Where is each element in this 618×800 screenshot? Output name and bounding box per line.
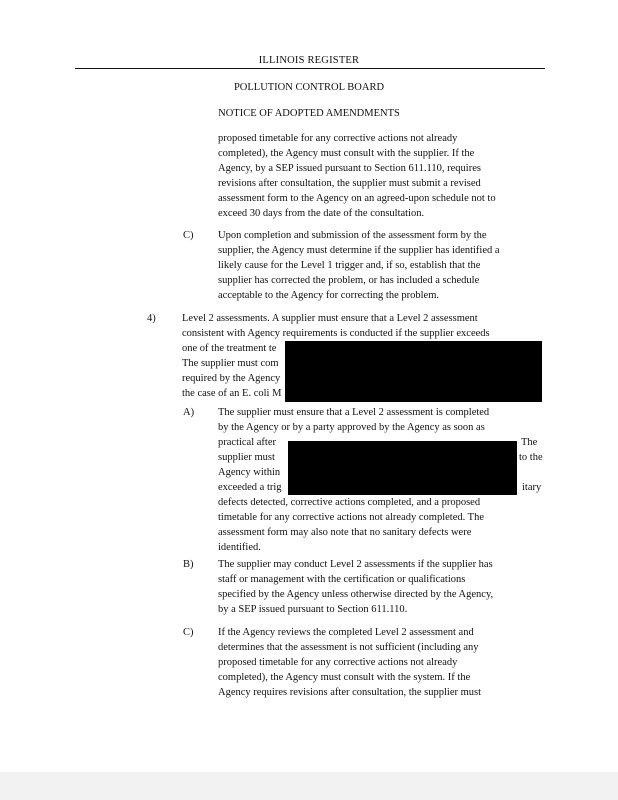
item-c2-text: If the Agency reviews the completed Level 2 assessment and determines that the assessment is not sufficient (including any proposed timetable for any corrective actions not already completed), the Agency must consult with the system. If the Agency requires revisions after consultation, the supplier must: [218, 627, 482, 699]
item-4-label: 4): [147, 313, 156, 324]
item-c2-label: C): [183, 627, 194, 638]
item-a-line4-end: to the: [519, 452, 543, 463]
item-a-line4: supplier must: [218, 452, 275, 463]
scan-bottom-edge: [0, 772, 618, 800]
item-4-line3: one of the treatment te: [182, 343, 277, 354]
item-a-line6: exceeded a trig: [218, 482, 282, 493]
item-a-line3: practical after: [218, 437, 276, 448]
board-name: POLLUTION CONTROL BOARD: [233, 82, 385, 93]
item-a-label: A): [183, 407, 195, 418]
redaction-block-1: [285, 341, 542, 402]
item-4-line1: Level 2 assessments. A supplier must ensure that a Level 2 assessment: [182, 313, 478, 324]
notice-title: NOTICE OF ADOPTED AMENDMENTS: [218, 108, 400, 119]
register-title: ILLINOIS REGISTER: [258, 55, 360, 66]
item-a-rest: defects detected, corrective actions completed, and a proposed timetable for any corrective actions not already completed. The assessment form may also note that no sanitary defects were identified.: [218, 497, 484, 554]
item-4-line4: The supplier must com: [182, 358, 279, 369]
item-a-line2: by the Agency or by a party approved by the Agency as soon as: [218, 422, 485, 433]
item-4-line6: the case of an E. coli M: [182, 388, 282, 399]
redaction-block-2: [288, 441, 517, 495]
continued-paragraph: proposed timetable for any corrective actions not already completed), the Agency must consult with the supplier. If the Agency, by a SEP issued pursuant to Section 611.110, requires revisions after consultation, the supplier must submit a revised assessment form to the Agency on an agreed-upon schedule not to exceed 30 days from the date of the consultation.: [218, 133, 496, 220]
item-c1-label: C): [183, 230, 194, 241]
item-b-label: B): [183, 559, 194, 570]
item-a-line3-end: The: [521, 437, 538, 448]
item-4-line2: consistent with Agency requirements is conducted if the supplier exceeds: [182, 328, 490, 339]
item-c1-text: Upon completion and submission of the assessment form by the supplier, the Agency must determine if the supplier has identified a likely cause for the Level 1 trigger and, if so, establish that the supplier has corrected the problem, or has included a schedule acceptable to the Agency for correcting the problem.: [218, 230, 500, 302]
header-rule: [75, 68, 545, 69]
item-a-line5: Agency within: [218, 467, 281, 478]
item-b-text: The supplier may conduct Level 2 assessments if the supplier has staff or management with the certification or qualifications specified by the Agency unless otherwise directed by the Agency, by a SEP issued pursuant to Section 611.110.: [218, 559, 494, 616]
item-a-line1: The supplier must ensure that a Level 2 assessment is completed: [218, 407, 490, 418]
item-a-line6-end: itary: [522, 482, 542, 493]
item-4-line5: required by the Agency: [182, 373, 281, 384]
